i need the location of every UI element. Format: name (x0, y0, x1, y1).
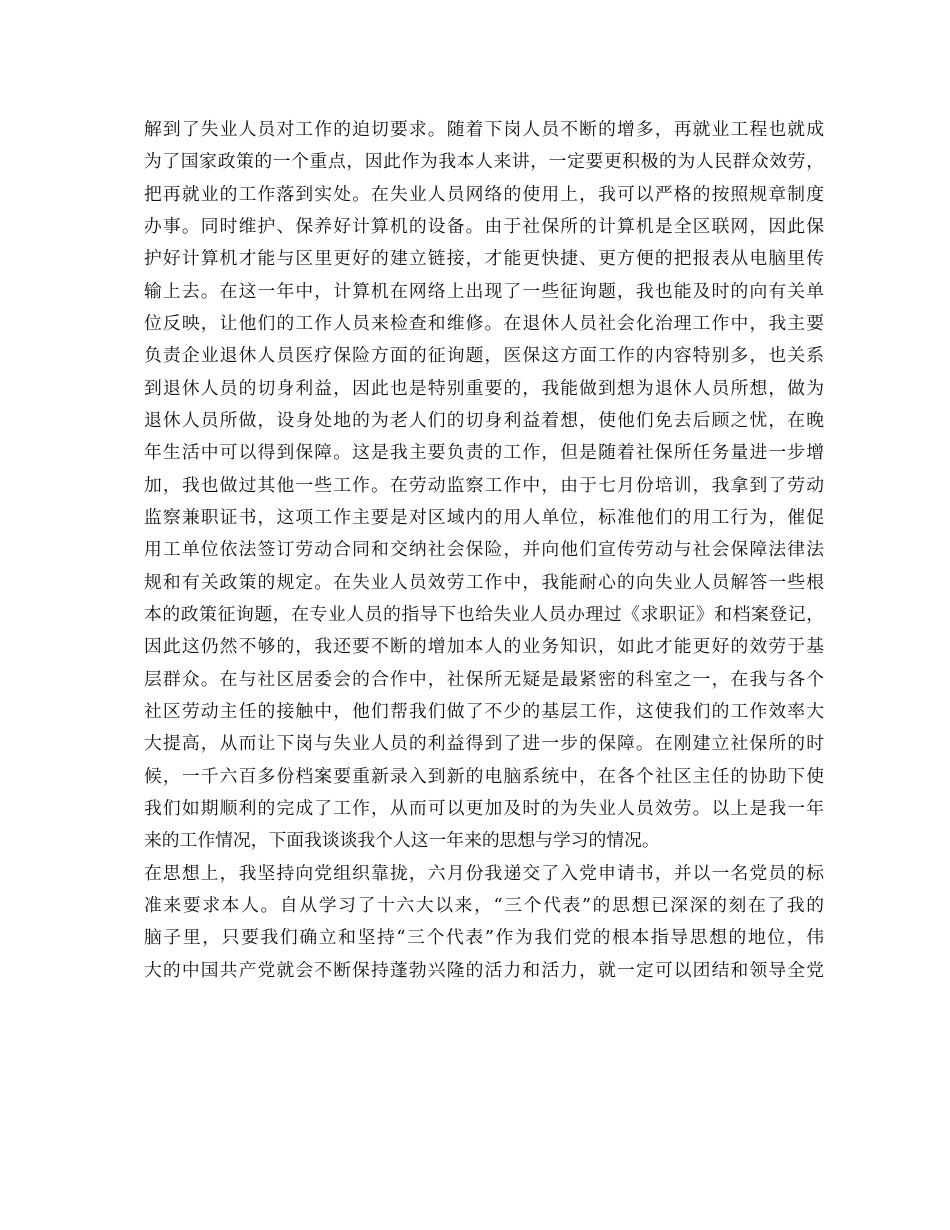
text-line: 监察兼职证书，这项工作主要是对区域内的用人单位，标准他们的用工行为，催促 (144, 507, 824, 528)
text-line: 本的政策征询题，在专业人员的指导下也给失业人员办理过《求职证》和档案登记， (144, 604, 824, 625)
text-line: 准来要求本人。自从学习了十六大以来，“三个代表”的思想已深深的刻在了我的 (144, 895, 824, 916)
text-line: 到退休人员的切身利益，因此也是特别重要的，我能做到想为退休人员所想，做为 (144, 378, 824, 399)
text-line: 解到了失业人员对工作的迫切要求。随着下岗人员不断的增多，再就业工程也就成 (144, 119, 824, 140)
text-line: 位反映，让他们的工作人员来检查和维修。在退休人员社会化治理工作中，我主要 (144, 313, 824, 334)
text-line: 脑子里，只要我们确立和坚持“三个代表”作为我们党的根本指导思想的地位，伟 (144, 927, 824, 948)
text-line: 年生活中可以得到保障。这是我主要负责的工作，但是随着社保所任务量进一步增 (144, 442, 824, 463)
text-line: 在思想上，我坚持向党组织靠拢，六月份我递交了入党申请书，并以一名党员的标 (144, 863, 824, 884)
text-line: 用工单位依法签订劳动合同和交纳社会保险，并向他们宣传劳动与社会保障法律法 (144, 539, 824, 560)
text-line: 来的工作情况，下面我谈谈我个人这一年来的思想与学习的情况。 (144, 830, 660, 851)
text-line: 大提高，从而让下岗与失业人员的利益得到了进一步的保障。在刚建立社保所的时 (144, 733, 824, 754)
text-line: 因此这仍然不够的，我还要不断的增加本人的业务知识，如此才能更好的效劳于基 (144, 636, 824, 657)
text-line: 退休人员所做，设身处地的为老人们的切身利益着想，使他们免去后顾之忧，在晚 (144, 410, 824, 431)
text-line: 护好计算机才能与区里更好的建立链接，才能更快捷、更方便的把报表从电脑里传 (144, 248, 824, 269)
text-line: 加，我也做过其他一些工作。在劳动监察工作中，由于七月份培训，我拿到了劳动 (144, 475, 824, 496)
text-line: 为了国家政策的一个重点，因此作为我本人来讲，一定要更积极的为人民群众效劳， (144, 151, 824, 172)
text-line: 我们如期顺利的完成了工作，从而可以更加及时的为失业人员效劳。以上是我一年 (144, 798, 824, 819)
text-line: 办事。同时维护、保养好计算机的设备。由于社保所的计算机是全区联网，因此保 (144, 216, 824, 237)
text-line: 社区劳动主任的接触中，他们帮我们做了不少的基层工作，这使我们的工作效率大 (144, 701, 824, 722)
text-line: 规和有关政策的规定。在失业人员效劳工作中，我能耐心的向失业人员解答一些根 (144, 572, 824, 593)
text-line: 大的中国共产党就会不断保持蓬勃兴隆的活力和活力，就一定可以团结和领导全党 (144, 960, 824, 981)
text-line: 输上去。在这一年中，计算机在网络上出现了一些征询题，我也能及时的向有关单 (144, 281, 824, 302)
text-line: 层群众。在与社区居委会的合作中，社保所无疑是最紧密的科室之一，在我与各个 (144, 669, 824, 690)
text-line: 把再就业的工作落到实处。在失业人员网络的使用上，我可以严格的按照规章制度 (144, 184, 824, 205)
text-line: 负责企业退休人员医疗保险方面的征询题，医保这方面工作的内容特别多，也关系 (144, 345, 824, 366)
text-line: 候，一千六百多份档案要重新录入到新的电脑系统中，在各个社区主任的协助下使 (144, 766, 824, 787)
